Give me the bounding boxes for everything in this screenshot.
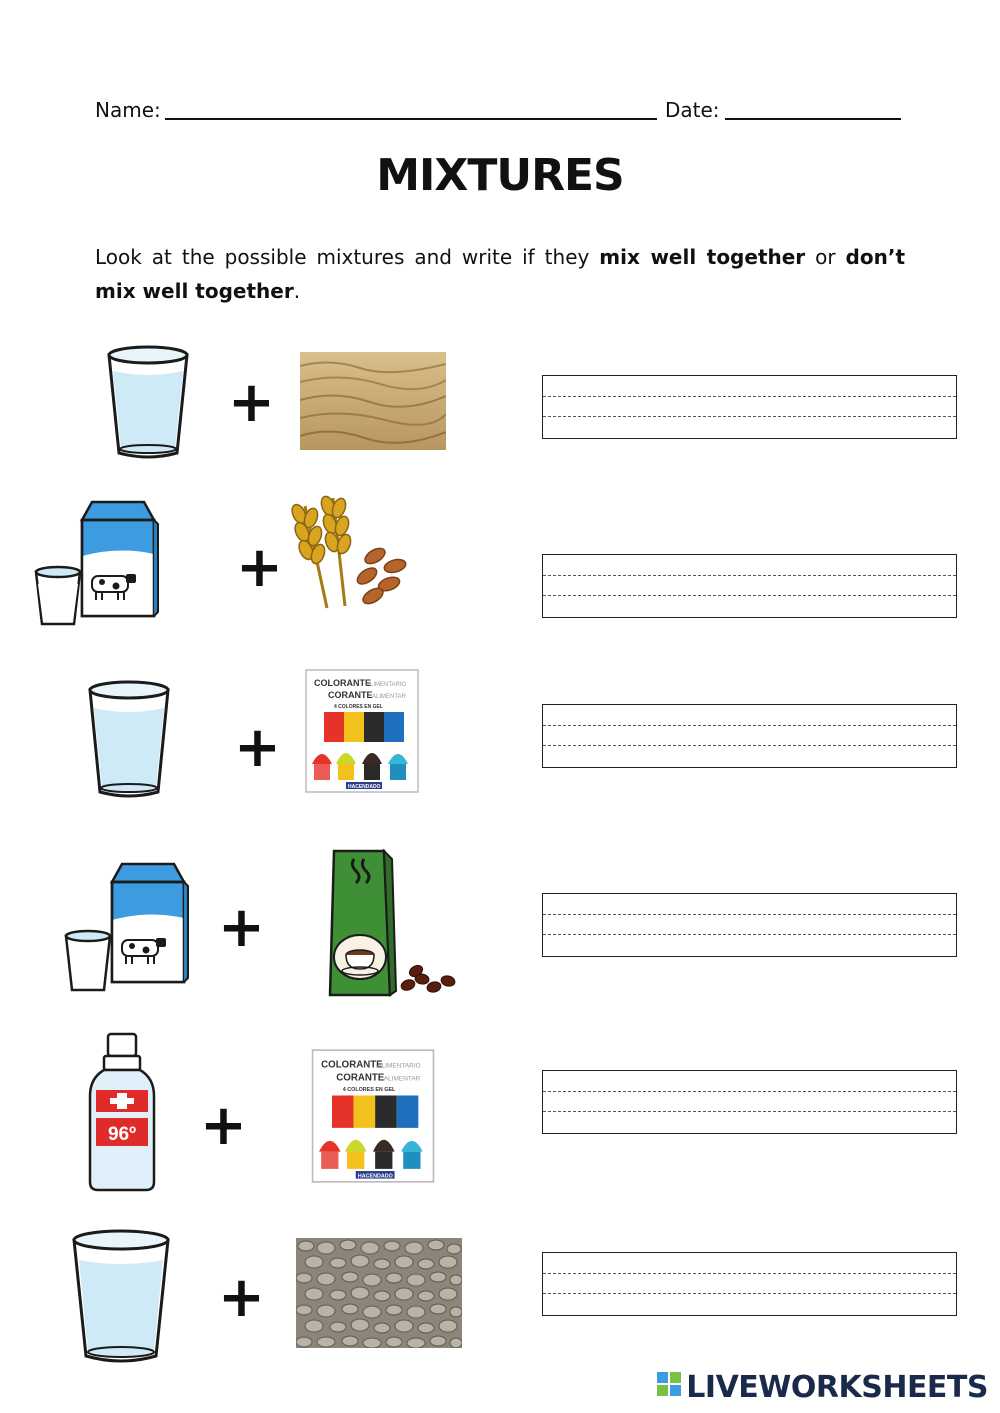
milk-carton-icon bbox=[32, 498, 160, 632]
page-title: MIXTURES bbox=[376, 150, 624, 201]
coloring-line-3: 4 COLORES EN GEL bbox=[342, 1087, 396, 1094]
answer-input-5[interactable] bbox=[549, 1075, 950, 1129]
answer-input-2[interactable] bbox=[549, 559, 950, 613]
coffee-bag-icon bbox=[326, 845, 461, 1005]
instructions-text-3: . bbox=[293, 279, 301, 303]
name-line[interactable] bbox=[165, 118, 657, 120]
water-glass-icon bbox=[70, 1228, 172, 1370]
water-glass-icon bbox=[105, 345, 191, 465]
answer-box-2[interactable] bbox=[542, 554, 957, 618]
instructions-bold-2: don’t mix well together bbox=[95, 245, 905, 303]
plus-sign: + bbox=[218, 1265, 265, 1330]
answer-input-3[interactable] bbox=[549, 709, 950, 763]
food-coloring-box-photo bbox=[310, 1048, 436, 1188]
plus-sign: + bbox=[218, 895, 265, 960]
answer-box-4[interactable] bbox=[542, 893, 957, 957]
gravel-photo bbox=[296, 1238, 462, 1352]
coloring-line-2b: ALIMENTAR bbox=[372, 694, 406, 700]
water-glass-icon bbox=[86, 680, 172, 804]
plus-sign: + bbox=[228, 370, 275, 435]
coloring-brand: HACENDADO bbox=[348, 784, 381, 790]
instructions-bold-1: mix well together bbox=[599, 245, 806, 269]
coloring-line-2: CORANTE bbox=[336, 1072, 385, 1084]
instructions-text-2: or bbox=[805, 245, 846, 269]
instructions-text-1: Look at the possible mixtures and write if they bbox=[95, 245, 600, 269]
alcohol-bottle-icon bbox=[88, 1032, 156, 1196]
answer-input-4[interactable] bbox=[549, 898, 950, 952]
liveworksheets-brand[interactable] bbox=[656, 1369, 988, 1405]
coloring-line-1: COLORANTE bbox=[321, 1059, 383, 1071]
coloring-line-1b: ALIMENTARIO bbox=[377, 1062, 421, 1070]
answer-box-5[interactable] bbox=[542, 1070, 957, 1134]
liveworksheets-logo-icon bbox=[656, 1370, 682, 1405]
answer-box-6[interactable] bbox=[542, 1252, 957, 1316]
milk-carton-icon bbox=[62, 860, 190, 998]
answer-box-3[interactable] bbox=[542, 704, 957, 768]
coloring-line-3: 4 COLORES EN GEL bbox=[334, 704, 383, 710]
answer-box-1[interactable] bbox=[542, 375, 957, 439]
coloring-line-2b: ALIMENTAR bbox=[383, 1075, 421, 1083]
wheat-grain-icon bbox=[285, 492, 410, 616]
instructions bbox=[95, 240, 905, 308]
date-line[interactable] bbox=[725, 118, 901, 120]
plus-sign: + bbox=[234, 715, 281, 780]
food-coloring-box-photo bbox=[304, 668, 420, 798]
coloring-brand: HACENDADO bbox=[357, 1173, 393, 1180]
name-label: Name: bbox=[95, 98, 161, 122]
brand-text: LIVEWORKSHEETS bbox=[686, 1370, 988, 1405]
coloring-line-1: COLORANTE bbox=[314, 678, 371, 688]
plus-sign: + bbox=[236, 535, 283, 600]
alcohol-label: 96º bbox=[107, 1124, 137, 1145]
sand-photo bbox=[300, 352, 446, 454]
plus-sign: + bbox=[200, 1093, 247, 1158]
coloring-line-1b: ALIMENTARIO bbox=[366, 682, 407, 688]
date-label: Date: bbox=[665, 98, 720, 122]
coloring-line-2: CORANTE bbox=[328, 690, 373, 700]
answer-input-6[interactable] bbox=[549, 1257, 950, 1311]
answer-input-1[interactable] bbox=[549, 380, 950, 434]
